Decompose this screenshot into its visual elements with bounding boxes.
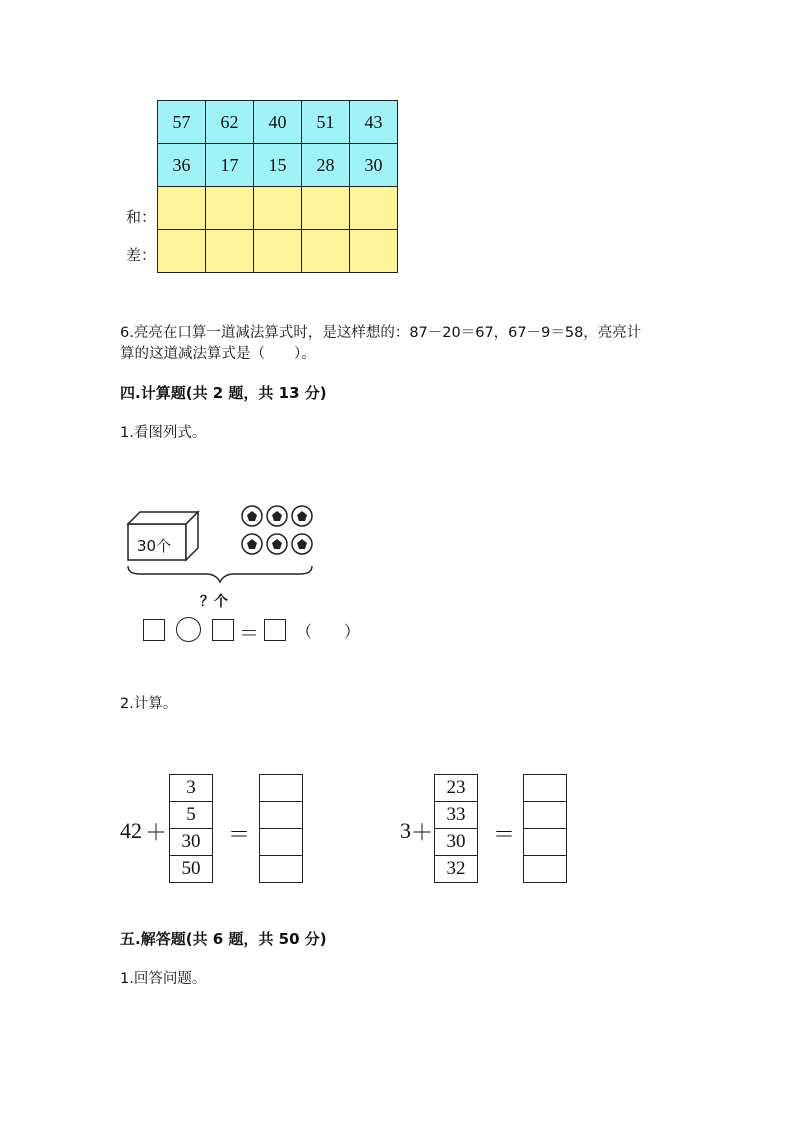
answer-cell[interactable] bbox=[524, 829, 567, 856]
answer-cell[interactable] bbox=[302, 230, 350, 273]
calc-left-equals: ＝ bbox=[228, 822, 251, 847]
question-label: ？个 bbox=[200, 594, 228, 610]
answer-cell[interactable] bbox=[260, 802, 303, 829]
sum-label: 和： bbox=[126, 208, 157, 226]
grid-cell: 28 bbox=[302, 144, 350, 187]
answer-cell[interactable] bbox=[206, 230, 254, 273]
brace-icon bbox=[128, 566, 312, 582]
soccer-ball-icon bbox=[292, 534, 312, 554]
calc-left-answers bbox=[259, 774, 303, 883]
grid-row-1 bbox=[158, 101, 398, 144]
q6-line2: 算的这道减法算式是（ ）。 bbox=[120, 346, 316, 362]
answer-box[interactable] bbox=[264, 619, 286, 641]
answer-box[interactable] bbox=[212, 619, 234, 641]
section4-q2: 2.计算。 bbox=[120, 696, 178, 712]
grid-cell: 43 bbox=[350, 101, 398, 144]
grid-cell: 30 bbox=[350, 144, 398, 187]
grid-row-2 bbox=[158, 144, 398, 187]
calc-left-num: 42 bbox=[120, 818, 142, 843]
equals-sign: ＝ bbox=[239, 621, 259, 645]
answer-cell[interactable] bbox=[254, 230, 302, 273]
grid-row-sum bbox=[158, 187, 398, 230]
answer-box[interactable] bbox=[143, 619, 165, 641]
operator-circle[interactable] bbox=[176, 617, 201, 642]
calc-right-stack bbox=[434, 774, 478, 883]
section5-title: 五.解答题(共 6 题，共 50 分) bbox=[120, 930, 327, 948]
answer-cell[interactable] bbox=[524, 775, 567, 802]
stack-cell: 3 bbox=[170, 775, 213, 802]
box-label: 30个 bbox=[137, 537, 172, 555]
calc-right-plus: ＋ bbox=[411, 820, 434, 845]
section4-q1: 1.看图列式。 bbox=[120, 425, 207, 441]
answer-cell[interactable] bbox=[254, 187, 302, 230]
stack-cell: 50 bbox=[170, 856, 213, 883]
answer-cell[interactable] bbox=[260, 775, 303, 802]
answer-cell[interactable] bbox=[524, 856, 567, 883]
grid-row-diff bbox=[158, 230, 398, 273]
answer-cell[interactable] bbox=[260, 829, 303, 856]
calc-left-plus: ＋ bbox=[145, 820, 168, 845]
stack-cell: 30 bbox=[170, 829, 213, 856]
grid-cell: 57 bbox=[158, 101, 206, 144]
answer-cell[interactable] bbox=[158, 230, 206, 273]
grid-cell: 62 bbox=[206, 101, 254, 144]
stack-cell: 32 bbox=[435, 856, 478, 883]
stack-cell: 23 bbox=[435, 775, 478, 802]
soccer-ball-icon bbox=[292, 506, 312, 526]
calc-right-equals: ＝ bbox=[493, 822, 516, 847]
stack-cell: 30 bbox=[435, 829, 478, 856]
diff-label: 差： bbox=[126, 246, 157, 264]
soccer-ball-icon bbox=[242, 534, 262, 554]
soccer-ball-icon bbox=[267, 534, 287, 554]
q6-line1: 6.亮亮在口算一道减法算式时，是这样想的：87－20＝67，67－9＝58，亮亮计 bbox=[120, 325, 642, 341]
soccer-ball-icon bbox=[242, 506, 262, 526]
answer-cell[interactable] bbox=[524, 802, 567, 829]
grid-cell: 36 bbox=[158, 144, 206, 187]
answer-cell[interactable] bbox=[350, 187, 398, 230]
calc-right-answers bbox=[523, 774, 567, 883]
answer-cell[interactable] bbox=[350, 230, 398, 273]
section5-q1: 1.回答问题。 bbox=[120, 971, 207, 987]
soccer-balls bbox=[242, 506, 312, 554]
grid-cell: 51 bbox=[302, 101, 350, 144]
answer-cell[interactable] bbox=[206, 187, 254, 230]
stack-cell: 33 bbox=[435, 802, 478, 829]
grid-cell: 17 bbox=[206, 144, 254, 187]
calc-right-num: 3 bbox=[400, 818, 411, 843]
calc-left-stack bbox=[169, 774, 213, 883]
answer-cell[interactable] bbox=[302, 187, 350, 230]
unit-paren: （ ） bbox=[296, 622, 361, 641]
section4-title: 四.计算题(共 2 题，共 13 分) bbox=[120, 384, 327, 402]
grid-cell: 15 bbox=[254, 144, 302, 187]
soccer-ball-icon bbox=[267, 506, 287, 526]
number-grid bbox=[157, 100, 398, 273]
stack-cell: 5 bbox=[170, 802, 213, 829]
answer-cell[interactable] bbox=[260, 856, 303, 883]
grid-cell: 40 bbox=[254, 101, 302, 144]
answer-cell[interactable] bbox=[158, 187, 206, 230]
